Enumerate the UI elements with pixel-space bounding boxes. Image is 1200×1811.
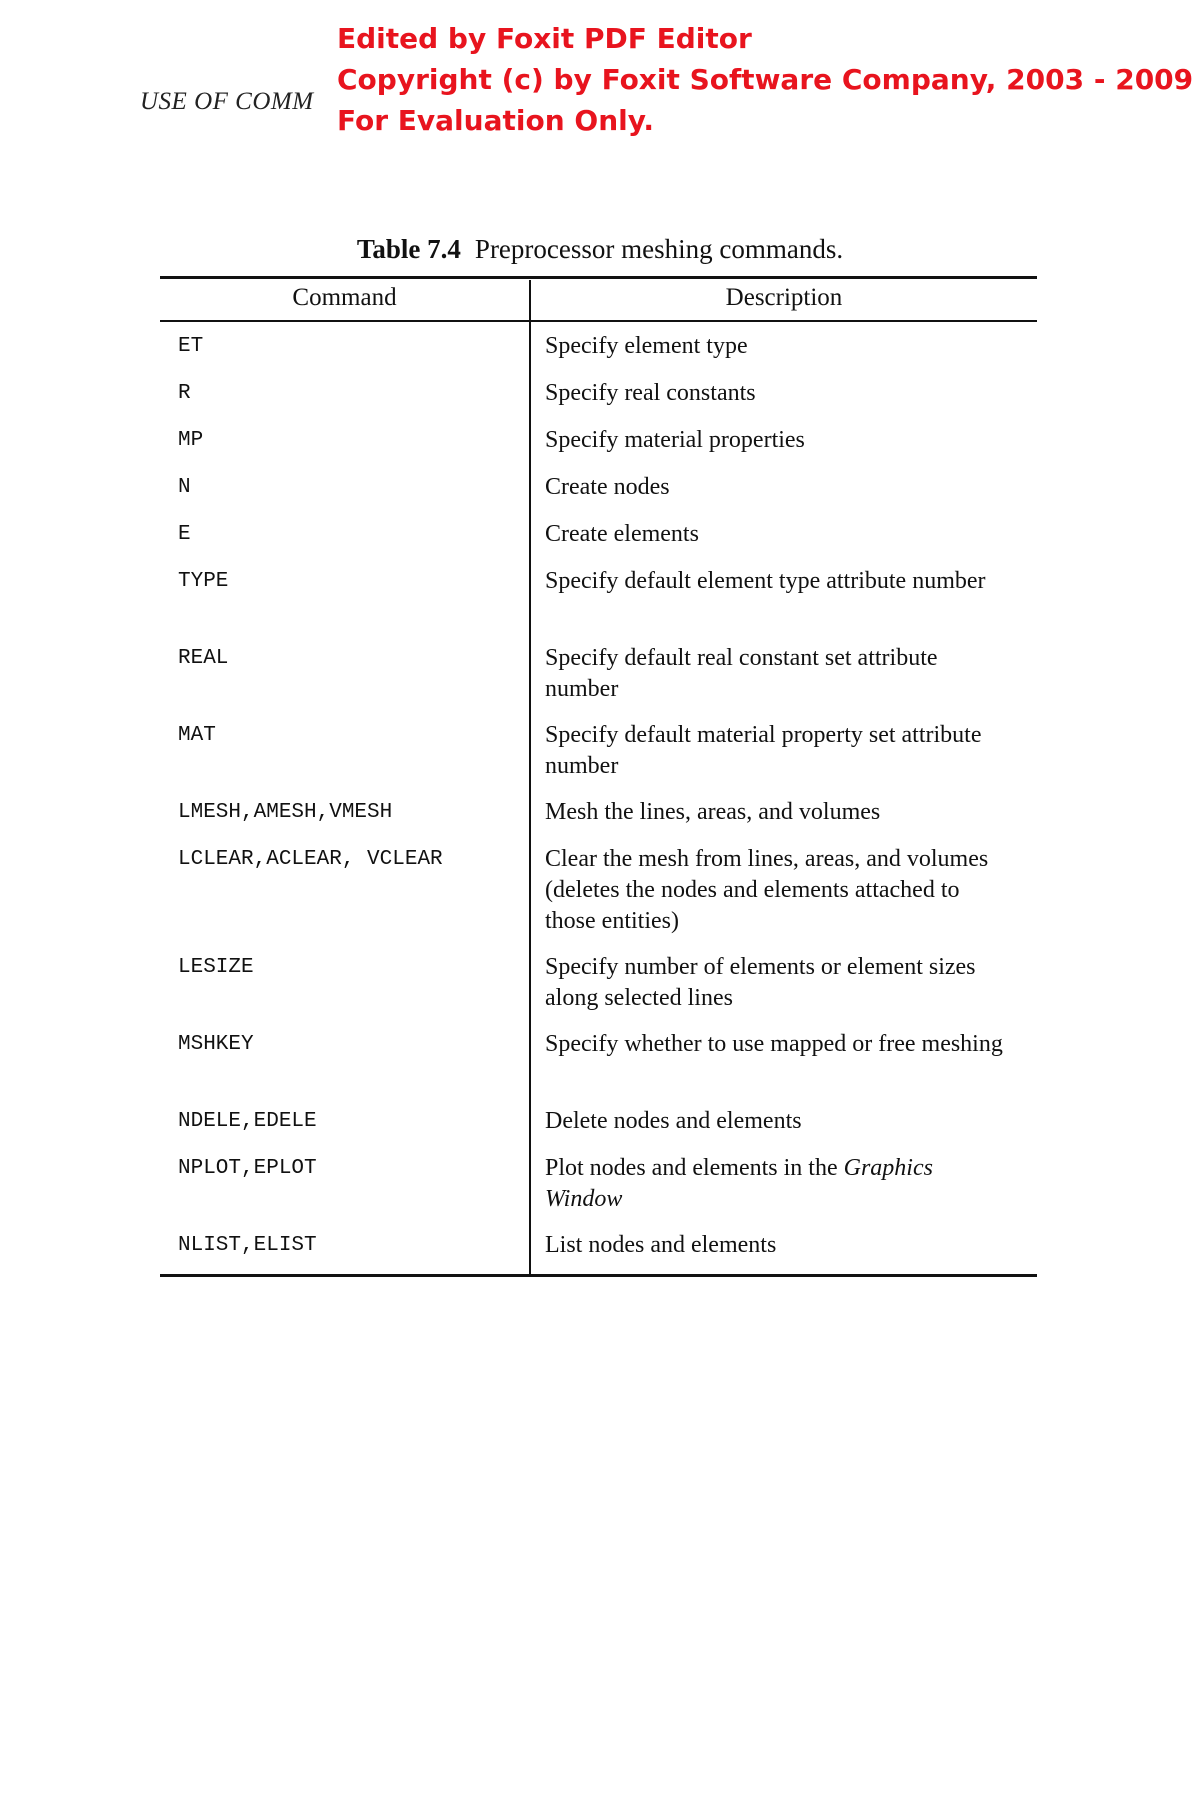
command-cell: R: [178, 382, 191, 405]
command-cell: LMESH,AMESH,VMESH: [178, 801, 393, 824]
column-divider: [529, 280, 531, 1274]
description-text: Create nodes: [545, 474, 670, 500]
description-text: Plot nodes and elements in the: [545, 1155, 844, 1181]
command-cell: MP: [178, 429, 204, 452]
description-text: Specify material properties: [545, 427, 805, 453]
description-text: Specify number of elements or element sizes along selected lines: [545, 954, 976, 1011]
description-text: Specify element type: [545, 333, 748, 359]
command-cell: NPLOT,EPLOT: [178, 1157, 317, 1180]
description-cell: [545, 566, 1015, 597]
description-cell: [545, 1029, 1015, 1060]
watermark-line-2: Copyright (c) by Foxit Software Company, 2003 - 2009: [337, 63, 1194, 96]
command-cell: N: [178, 476, 191, 499]
table-top-rule: [160, 276, 1037, 279]
description-text: List nodes and elements: [545, 1232, 777, 1258]
command-cell: TYPE: [178, 570, 229, 593]
column-header-command: Command: [292, 284, 397, 311]
description-italic-text: Graphics Window: [545, 1155, 933, 1212]
command-cell: LCLEAR,ACLEAR, VCLEAR: [178, 848, 443, 871]
command-cell: MSHKEY: [178, 1033, 254, 1056]
description-cell: [545, 472, 1015, 503]
description-cell: [545, 643, 1015, 705]
description-cell: [545, 797, 1015, 828]
command-cell: MAT: [178, 724, 216, 747]
table-caption: [160, 234, 1040, 265]
description-cell: [545, 378, 1015, 409]
description-cell: [545, 1106, 1015, 1137]
description-text: Specify default real constant set attribute number: [545, 645, 938, 702]
description-text: Specify real constants: [545, 380, 756, 406]
table-bottom-rule: [160, 1274, 1037, 1277]
column-header-description: Description: [725, 284, 843, 311]
table-caption-text: Preprocessor meshing commands.: [474, 234, 844, 264]
description-cell: [545, 1230, 1015, 1261]
evaluation-watermark: [337, 18, 1197, 141]
command-cell: NDELE,EDELE: [178, 1110, 317, 1133]
watermark-line-1: Edited by Foxit PDF Editor: [337, 22, 752, 55]
description-cell: [545, 952, 1015, 1014]
description-text: Delete nodes and elements: [545, 1108, 802, 1134]
description-text: Specify default material property set attribute number: [545, 722, 982, 779]
command-cell: ET: [178, 335, 204, 358]
description-cell: [545, 331, 1015, 362]
command-cell: E: [178, 523, 191, 546]
description-cell: [545, 519, 1015, 550]
description-text: Clear the mesh from lines, areas, and volumes (deletes the nodes and elements attached to those entities): [545, 846, 989, 934]
description-text: Specify whether to use mapped or free meshing: [545, 1031, 1003, 1057]
description-cell: [545, 425, 1015, 456]
description-text: Specify default element type attribute number: [545, 568, 986, 594]
watermark-line-3: For Evaluation Only.: [337, 104, 655, 137]
description-text: Mesh the lines, areas, and volumes: [545, 799, 881, 825]
description-cell: [545, 844, 1015, 937]
description-cell: [545, 1153, 1015, 1215]
table-header-rule: [160, 320, 1037, 322]
command-cell: LESIZE: [178, 956, 254, 979]
table-caption-label: Table 7.4: [356, 234, 461, 264]
running-head: USE OF COMM: [140, 88, 314, 115]
description-text: Create elements: [545, 521, 699, 547]
command-cell: REAL: [178, 647, 229, 670]
command-cell: NLIST,ELIST: [178, 1234, 317, 1257]
description-cell: [545, 720, 1015, 782]
